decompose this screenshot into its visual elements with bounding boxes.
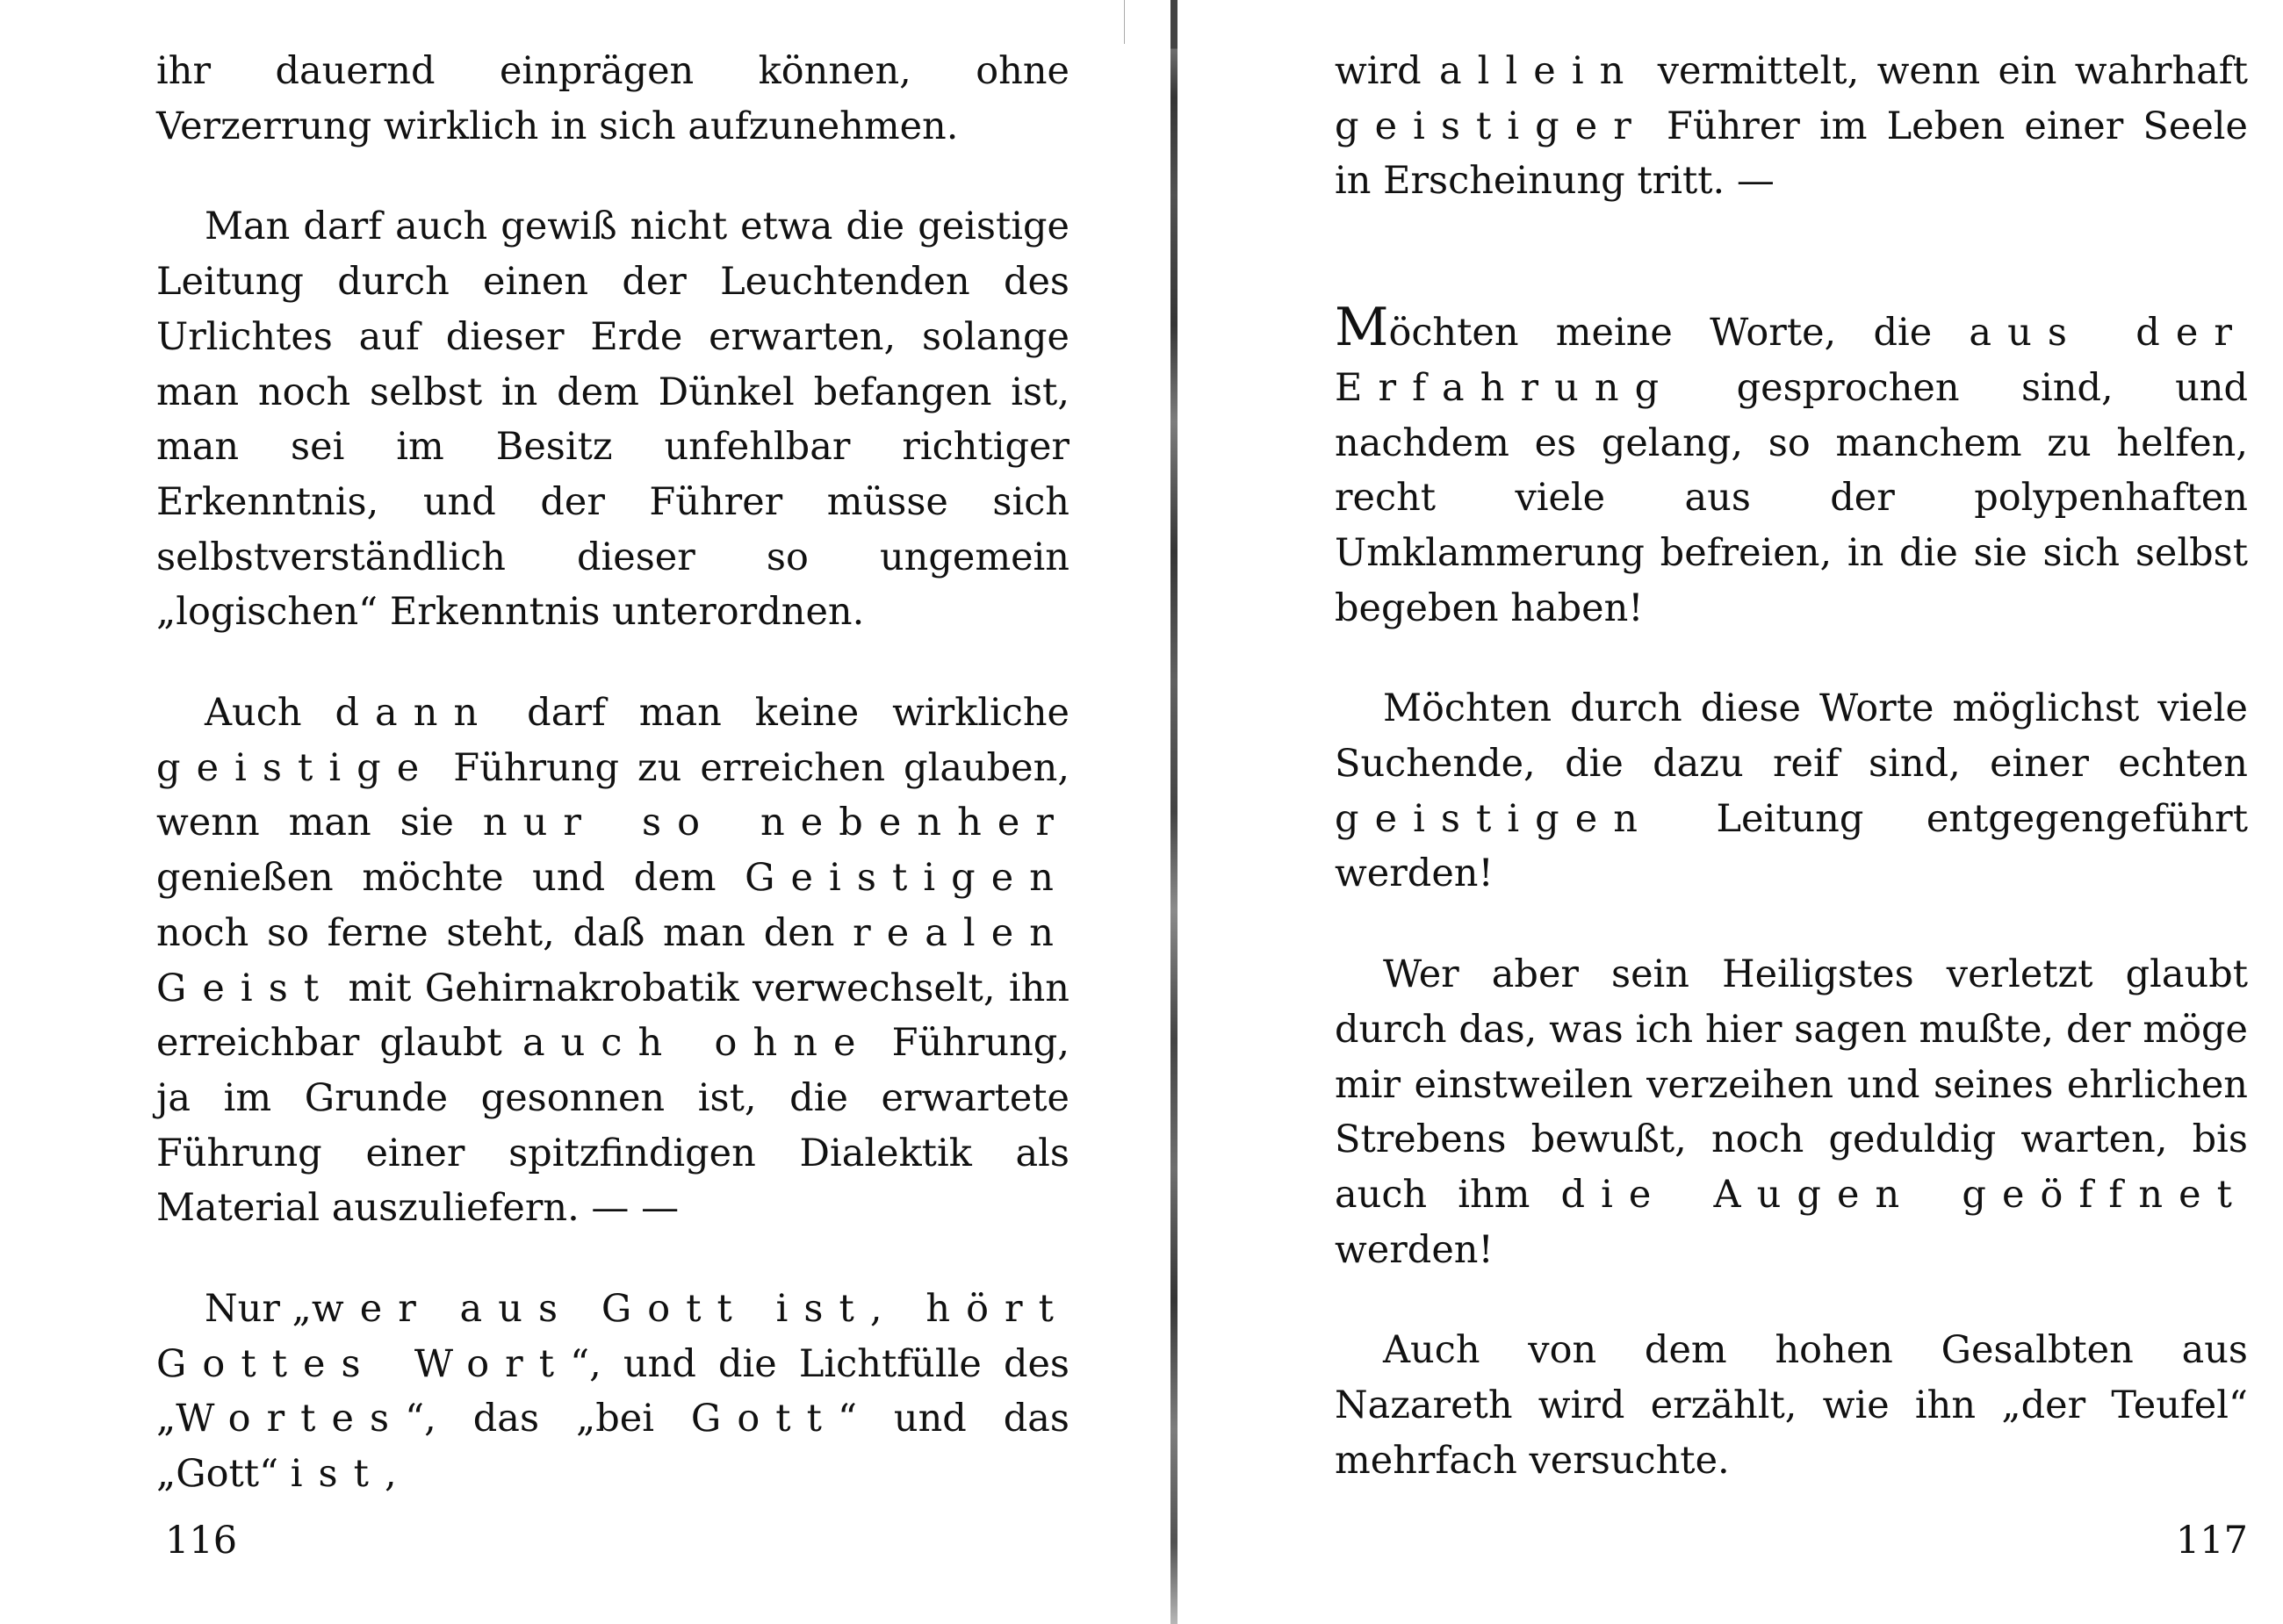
emphasis-spaced: nur so nebenher	[482, 801, 1069, 845]
emphasis-spaced: dann	[335, 691, 494, 736]
emphasis-spaced: geistigen	[1335, 796, 1654, 841]
book-gutter	[1170, 0, 1178, 1624]
emphasis-spaced: aus der Erfahrung	[1335, 311, 2249, 410]
right-paragraph-1: wird allein vermittelt, wenn ein wahrhaft geistiger Führer im Leben einer Seele in Erscheinung tritt. —	[1335, 49, 2248, 204]
initial-letter: M	[1335, 297, 1389, 359]
page-number-right: 117	[2175, 1519, 2248, 1563]
emphasis-spaced: allein	[1438, 49, 1640, 93]
emphasis-spaced: geistiger	[1335, 104, 1647, 148]
emphasis-spaced: wer aus Gott ist, hört Gottes Wort	[156, 1287, 1070, 1386]
emphasis-spaced: die Augen geöffnet	[1560, 1172, 2248, 1217]
right-page	[1335, 0, 2248, 1624]
right-paragraph-3: Möchten durch diese Worte möglichst viele Suchende, die dazu reif sind, einer echten geistigen Leitung entgegengeführt werden!	[1335, 686, 2248, 896]
right-paragraph-5: Auch von dem hohen Gesalbten aus Nazareth wird erzählt, wie ihn „der Teufel“ mehrfach versuchte.	[1335, 1328, 2248, 1483]
right-paragraph-2: Möchten meine Worte, die aus der Erfahrung gesprochen sind, und nachdem es gelang, so manchem zu helfen, recht viele aus der polypenhaften Umklammerung befreien, in die sie sich selbst begeben haben!	[1335, 297, 2249, 630]
emphasis-spaced: Wortes	[176, 1397, 406, 1441]
left-page	[156, 0, 1069, 1624]
emphasis-spaced: auch ohne	[522, 1021, 872, 1066]
emphasis-spaced: Geistigen	[745, 856, 1069, 901]
emphasis-spaced: ist	[290, 1452, 385, 1497]
gutter-mark	[1124, 0, 1125, 44]
emphasis-spaced: geistige	[156, 745, 436, 790]
emphasis-spaced: Gott	[690, 1397, 838, 1441]
right-page-text	[1335, 44, 2248, 1488]
emphasis-spaced: realen Geist	[156, 910, 1069, 1010]
left-paragraph-4: Nur „wer aus Gott ist, hört Gottes Wort“, und die Lichtfülle des „Wortes“, das „bei Gott“ und das „Gott“ ist,	[156, 1287, 1070, 1497]
page-number-left: 116	[165, 1519, 238, 1563]
left-page-text	[156, 44, 1069, 1502]
right-paragraph-4: Wer aber sein Heiligstes verletzt glaubt durch das, was ich hier sagen mußte, der möge mir einstweilen verzeihen und seines ehrlichen Strebens bewußt, noch geduldig warten, bis auch ihm die Augen geöffnet werden!	[1335, 952, 2248, 1272]
left-paragraph-3: Auch dann darf man keine wirkliche geistige Führung zu erreichen glauben, wenn man sie nur so nebenher genießen möchte und dem Geistigen noch so ferne steht, daß man den realen Geist mit Gehirnakrobatik verwechselt, ihn erreichbar glaubt auch ohne Führung, ja im Grunde gesonnen ist, die erwartete Führung einer spitzfindigen Dialektik als Material auszuliefern. — —	[156, 691, 1069, 1231]
left-paragraph-2: Man darf auch gewiß nicht etwa die geistige Leitung durch einen der Leuchtenden des Urlichtes auf dieser Erde erwarten, solange man noch selbst in dem Dünkel befangen ist, man sei im Besitz unfehlbar richtiger Erkenntnis, und der Führer müsse sich selbstverständlich dieser so ungemein „logischen“ Erkenntnis unterordnen.	[156, 205, 1069, 635]
left-paragraph-1: ihr dauernd einprägen können, ohne Verzerrung wirklich in sich aufzunehmen.	[156, 49, 1069, 148]
